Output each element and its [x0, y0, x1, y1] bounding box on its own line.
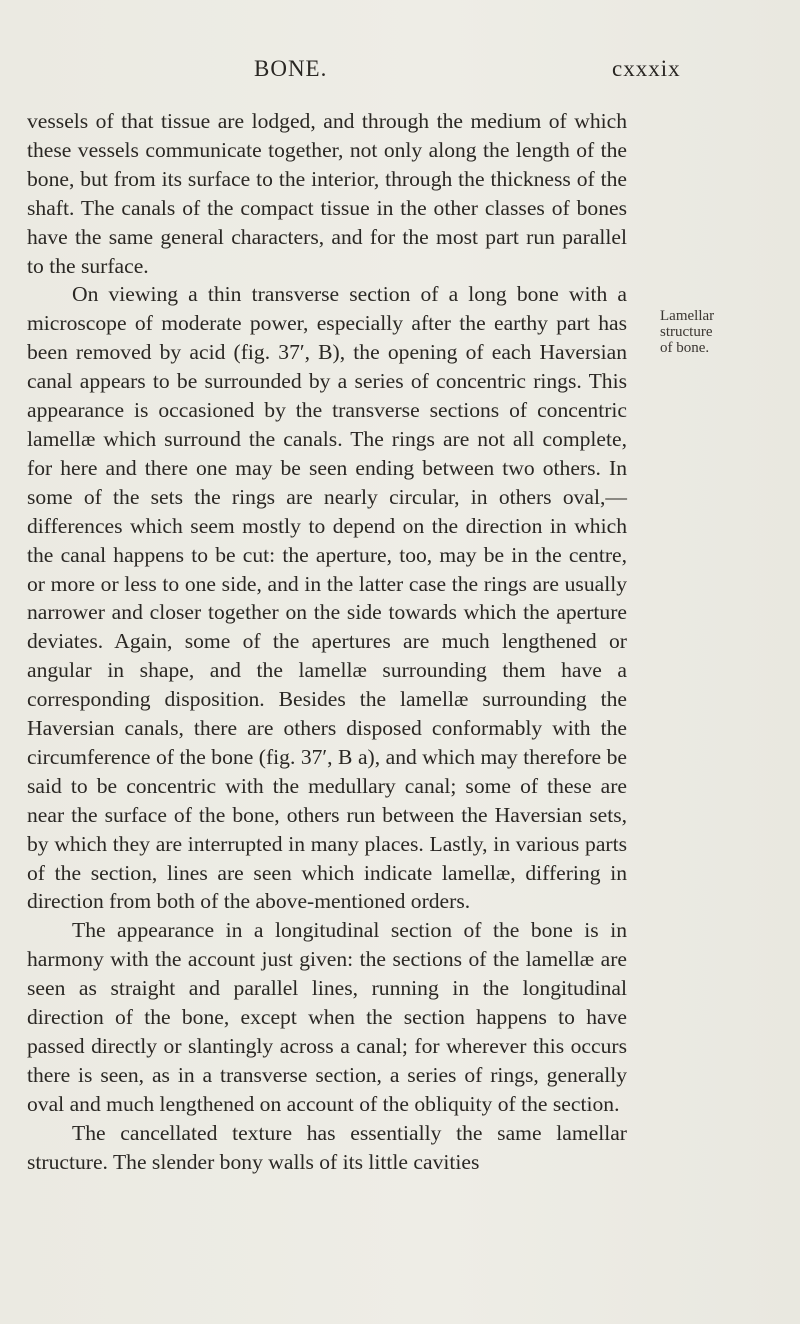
- margin-note-line: of bone.: [660, 340, 710, 356]
- margin-note-line: Lamellar: [660, 308, 715, 324]
- margin-note-line: structure: [660, 324, 713, 340]
- body-text: [27, 107, 627, 1177]
- running-head-title: BONE.: [254, 56, 328, 81]
- margin-note: [660, 308, 760, 356]
- paragraph-3: The appearance in a longitudinal section of the bone is in harmony with the account just given: the sections of the lamellæ are seen as straight and parallel lines, running in the longitudinal direction of the bone, except when the section happens to have passed directly or slantingly across a canal; for wherever this occurs there is seen, as in a transverse section, a series of rings, generally oval and much lengthened on account of the obliquity of the section.: [27, 918, 627, 1116]
- page-number: cxxxix: [612, 56, 681, 81]
- paragraph-4: The cancellated texture has essentially the same lamellar structure. The slender bony walls of its little cavities: [27, 1120, 627, 1174]
- paragraph-1: vessels of that tissue are lodged, and through the medium of which these vessels communicate together, not only along the length of the bone, but from its surface to the interior, through the thickness of the shaft. The canals of the compact tissue in the other classes of bones have the same general characters, and for the most part run parallel to the surface.: [27, 109, 627, 278]
- paragraph-2: On viewing a thin transverse section of a long bone with a microscope of moderate power, especially after the earthy part has been removed by acid (fig. 37′, B), the opening of each Haversian canal appears to be surrounded by a series of concentric rings. This appearance is occasioned by the transverse sections of concentric lamellæ which surround the canals. The rings are not all complete, for here and there one may be seen ending between two others. In some of the sets the rings are nearly circular, in others oval,—differences which seem mostly to depend on the direction in which the canal happens to be cut: the aperture, too, may be in the centre, or more or less to one side, and in the latter case the rings are usually narrower and closer together on the side towards which the aperture deviates. Again, some of the apertures are much lengthened or angular in shape, and the lamellæ surrounding them have a corresponding disposition. Besides the lamellæ surrounding the Haversian canals, there are others disposed conformably with the circumference of the bone (fig. 37′, B a), and which may therefore be said to be concentric with the medullary canal; some of these are near the surface of the bone, others run between the Haversian sets, by which they are interrupted in many places. Lastly, in various parts of the section, lines are seen which indicate lamellæ, differing in direction from both of the above-mentioned orders.: [27, 282, 627, 914]
- running-head: [0, 56, 800, 86]
